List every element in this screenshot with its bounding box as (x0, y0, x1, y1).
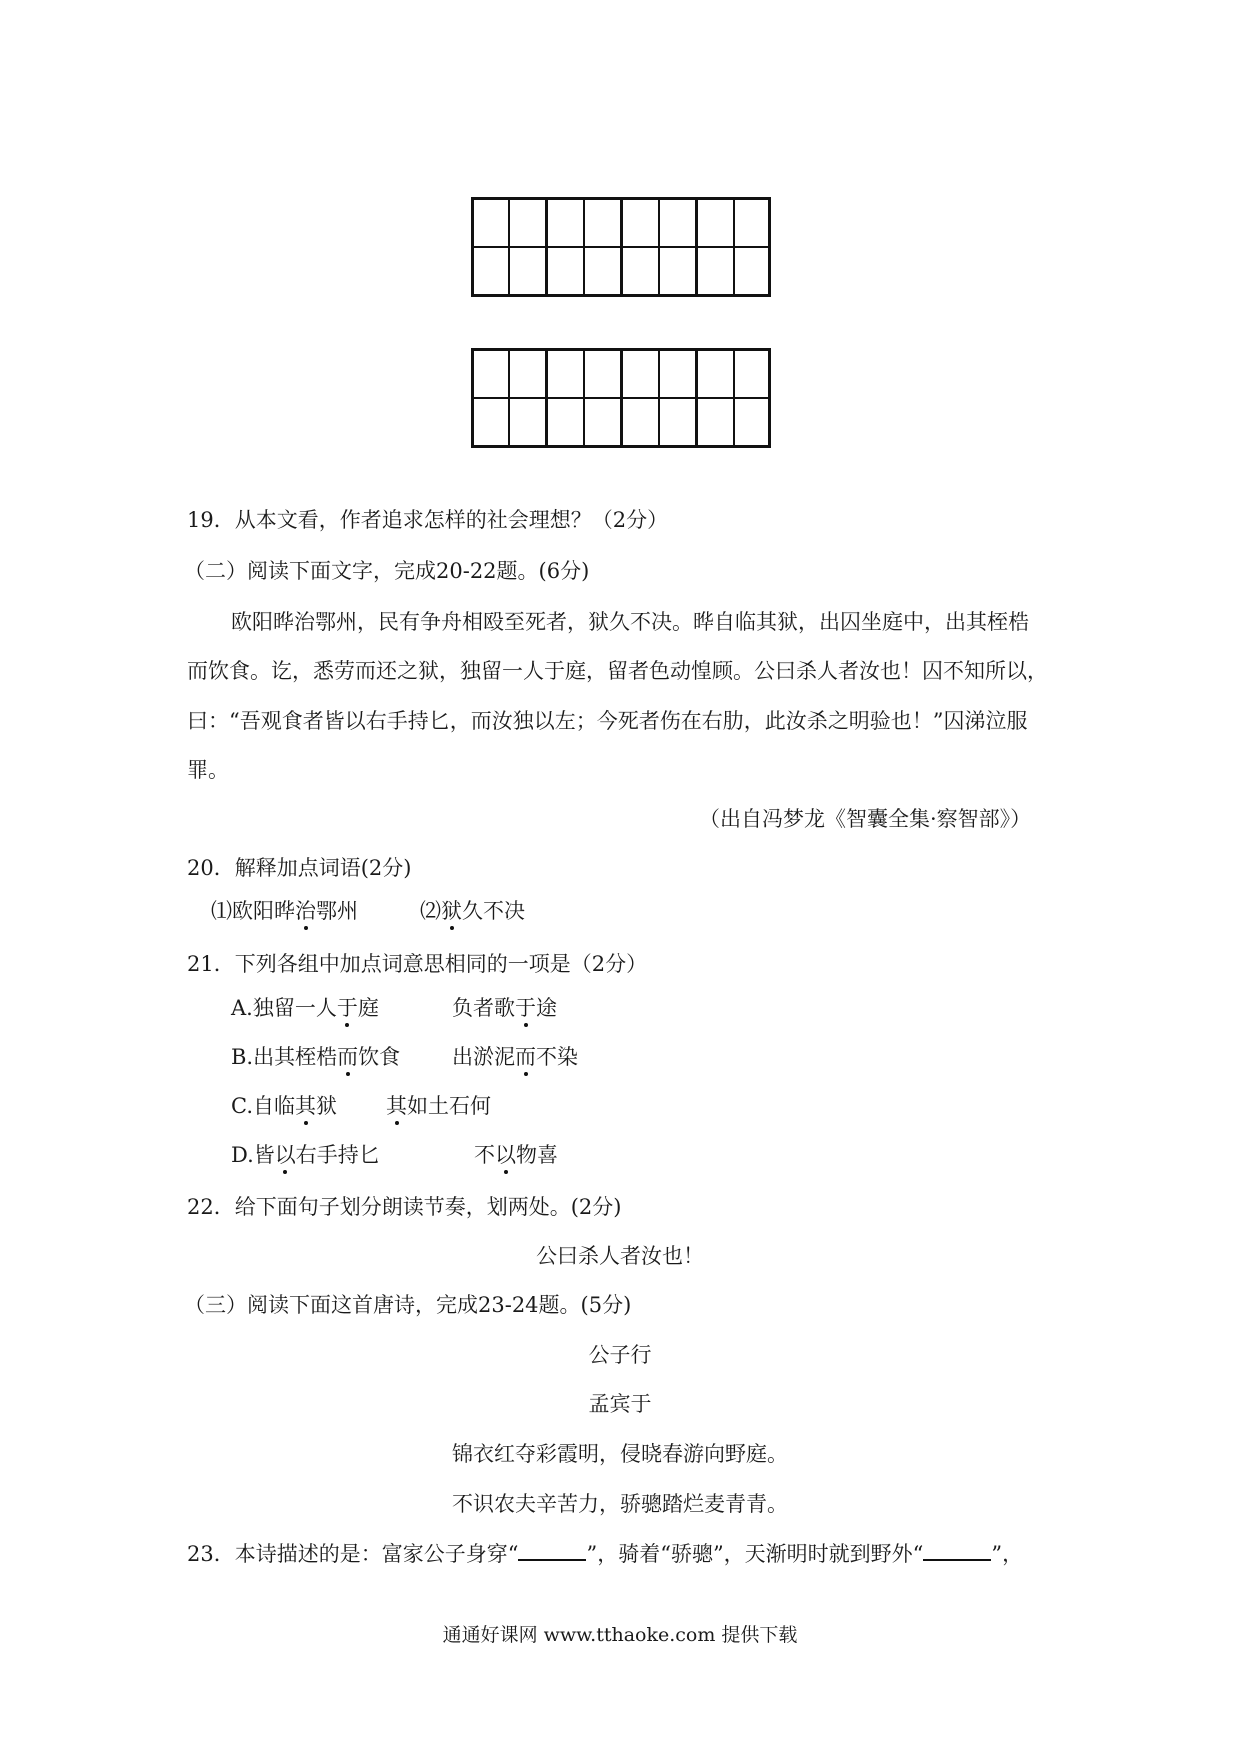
grid-cell[interactable] (696, 348, 734, 398)
question-20-item-1: ⑴欧阳晔治鄂州 (211, 899, 358, 923)
grid-cell[interactable] (621, 247, 659, 297)
answer-blank-1[interactable] (518, 1539, 586, 1561)
grid-cell[interactable] (546, 247, 584, 297)
grid-cell[interactable] (734, 348, 772, 398)
grid-cell[interactable] (584, 247, 622, 297)
question-22-sentence: 公曰杀人者汝也！ (536, 1244, 704, 1268)
grid-divider (695, 197, 698, 297)
poem-line-2: 不识农夫辛苦力，骄骢踏烂麦青青。 (452, 1492, 788, 1516)
grid-cell[interactable] (621, 398, 659, 448)
grid-cell[interactable] (509, 247, 547, 297)
grid-cell[interactable] (659, 197, 697, 247)
grid-divider (620, 348, 623, 448)
poem-line-1: 锦衣红夺彩霞明，侵晓春游向野庭。 (452, 1442, 788, 1466)
question-21-stem: 21．下列各组中加点词意思相同的一项是（2分） (187, 952, 648, 976)
page-footer: 通通好课网 www.tthaoke.com 提供下载 (442, 1624, 798, 1646)
grid-cell[interactable] (546, 398, 584, 448)
grid-cell[interactable] (659, 398, 697, 448)
grid-cell[interactable] (471, 197, 509, 247)
question-20-item-2: ⑵狱久不决 (420, 899, 525, 923)
grid-cell[interactable] (621, 197, 659, 247)
grid-cell[interactable] (546, 348, 584, 398)
grid-cell[interactable] (584, 398, 622, 448)
q21-option-b-left: B.出其桎梏而饮食 (231, 1045, 401, 1069)
grid-cell[interactable] (734, 398, 772, 448)
grid-cell[interactable] (509, 398, 547, 448)
passage-line-1: 欧阳晔治鄂州，民有争舟相殴至死者，狱久不决。晔自临其狱，出囚坐庭中，出其桎梏 (231, 610, 1029, 634)
q21-option-b-right: 出淤泥而不染 (452, 1045, 578, 1069)
passage-line-4: 罪。 (187, 758, 229, 782)
grid-divider (545, 197, 548, 297)
q21-option-c-right: 其如土石何 (386, 1094, 491, 1118)
question-22-stem: 22．给下面句子划分朗读节奏，划两处。(2分) (187, 1195, 622, 1219)
grid-cell[interactable] (734, 247, 772, 297)
dotted-char: 治 (295, 899, 316, 923)
q21-option-a-left: A.独留一人于庭 (231, 996, 379, 1020)
q21-option-c-left: C.自临其狱 (231, 1094, 337, 1118)
grid-cell[interactable] (509, 197, 547, 247)
writing-grid-1 (471, 197, 771, 297)
grid-divider (695, 348, 698, 448)
grid-cell[interactable] (659, 348, 697, 398)
grid-divider (545, 348, 548, 448)
section-2-heading: （二）阅读下面文字，完成20-22题。(6分) (184, 559, 590, 583)
grid-cell[interactable] (696, 398, 734, 448)
grid-cell[interactable] (621, 348, 659, 398)
grid-cell[interactable] (696, 197, 734, 247)
passage-line-2: 而饮食。讫，悉劳而还之狱，独留一人于庭，留者色动惶顾。公曰杀人者汝也！囚不知所以， (187, 659, 1048, 683)
grid-cell[interactable] (584, 197, 622, 247)
answer-blank-2[interactable] (923, 1539, 991, 1561)
question-20-stem: 20．解释加点词语(2分) (187, 856, 412, 880)
dotted-char: 狱 (441, 899, 462, 923)
writing-grid-2 (471, 348, 771, 448)
grid-cell[interactable] (659, 247, 697, 297)
passage-line-3: 曰：“吾观食者皆以右手持匕，而汝独以左；今死者伤在右肋，此汝杀之明验也！”囚涕泣服 (187, 709, 1028, 733)
q21-option-d-right: 不以物喜 (474, 1143, 558, 1167)
grid-divider (620, 197, 623, 297)
poem-title: 公子行 (588, 1343, 652, 1367)
grid-cell[interactable] (471, 398, 509, 448)
q21-option-a-right: 负者歌于途 (452, 996, 557, 1020)
grid-cell[interactable] (471, 348, 509, 398)
poem-author: 孟宾于 (588, 1392, 652, 1416)
q21-option-d-left: D.皆以右手持匕 (231, 1143, 380, 1167)
grid-cell[interactable] (584, 348, 622, 398)
grid-cell[interactable] (471, 247, 509, 297)
grid-cell[interactable] (546, 197, 584, 247)
grid-cell[interactable] (509, 348, 547, 398)
grid-cell[interactable] (734, 197, 772, 247)
passage-source: （出自冯梦龙《智囊全集·察智部》） (699, 807, 1032, 831)
question-23: 23．本诗描述的是：富家公子身穿“ ”，骑着“骄骢”，天渐明时就到野外“ ”， (187, 1539, 1023, 1568)
question-19: 19．从本文看，作者追求怎样的社会理想？（2分） (187, 508, 669, 532)
grid-cell[interactable] (696, 247, 734, 297)
section-3-heading: （三）阅读下面这首唐诗，完成23-24题。(5分) (184, 1293, 632, 1317)
